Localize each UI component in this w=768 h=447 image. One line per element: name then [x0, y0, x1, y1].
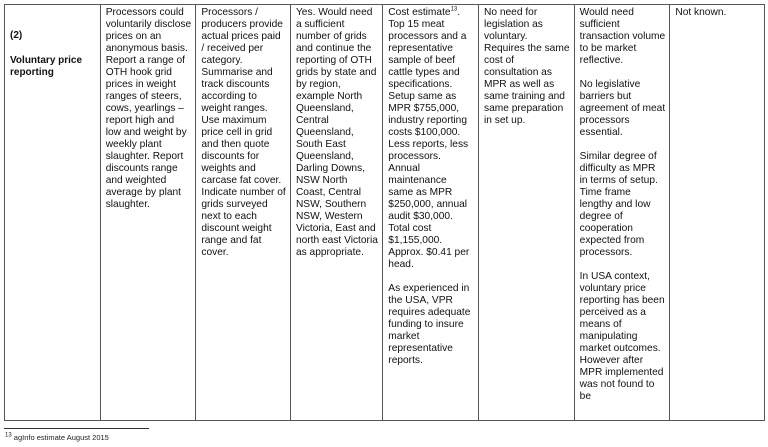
unknown-text: Not known.	[675, 7, 727, 18]
legislation-text: No need for legislation as voluntary. Requires the same cost of consultation as MPR as well as same training and same preparation in set up.	[483, 7, 570, 126]
mechanism-text: Processors could voluntarily disclose prices on an anonymous basis. Report a range of OTH hook grid prices in weight ranges of steers, cows, yearlings – report high and low and weight by weekly plant slaughter. Report discounts range and weighted average by plant slaughter.	[105, 7, 192, 210]
coverage-cell	[290, 5, 382, 421]
option-number: (2)	[10, 30, 23, 41]
cost-detail: . Top 15 meat processors and a representative sample of beef cattle types and specifications. Setup same as MPR $755,000, industry reporting costs $100,000. Less reports, less processors. Annual maintenance same as MPR $250,000, annual audit $30,000. Total cost $1,155,000. Approx. $0.41 per head.	[388, 7, 470, 270]
barrier-paragraph: In USA context, voluntary price reporting has been perceived as a means of manipulating market outcomes. However after MPR implemented was not found to be	[579, 271, 665, 402]
mechanism-cell	[100, 5, 196, 421]
cost-usa-text: As experienced in the USA, VPR requires adequate funding to insure market representative reports.	[388, 283, 471, 366]
option-title: Voluntary price reporting	[10, 55, 83, 78]
barrier-paragraph: Would need sufficient transaction volume to be market reflective.	[579, 7, 666, 66]
coverage-text: Yes. Would need a sufficient number of grids and continue the reporting of OTH grids by state and by region, example North Queensland, Central Queensland, South East Queensland, Darling Downs, NSW North Coast, Central NSW, Southern NSW, Western Victoria, East and north east Victoria as appropriate.	[295, 7, 378, 258]
unknown-cell	[670, 5, 765, 421]
option-label-cell	[5, 5, 101, 421]
barriers-cell	[574, 5, 670, 421]
footnote-text: agInfo estimate August 2015	[11, 433, 109, 442]
footnote	[5, 433, 109, 443]
barrier-paragraph: No legislative barriers but agreement of meat processors essential.	[579, 79, 666, 138]
cost-cell	[383, 5, 479, 421]
footnote-number: 13	[5, 432, 12, 439]
table-row	[5, 5, 765, 421]
options-table	[4, 4, 765, 421]
legislation-cell	[478, 5, 574, 421]
footnote-ref[interactable]: 13	[450, 6, 458, 13]
approach-cell	[196, 5, 291, 421]
approach-text: Processors / producers provide actual prices paid / received per category. Summarise and track discounts according to weight ranges. Use maximum price cell in grid and then quote discounts for weights and carcase fat cover. Indicate number of grids surveyed next to each discount weight range and fat cover.	[201, 7, 286, 258]
barrier-paragraph: Similar degree of difficulty as MPR in terms of setup. Time frame lengthy and low degree of cooperation expected from processors.	[579, 151, 658, 258]
cost-text	[388, 7, 474, 271]
cost-label: Cost estimate	[388, 7, 451, 18]
footnote-divider	[4, 428, 149, 429]
